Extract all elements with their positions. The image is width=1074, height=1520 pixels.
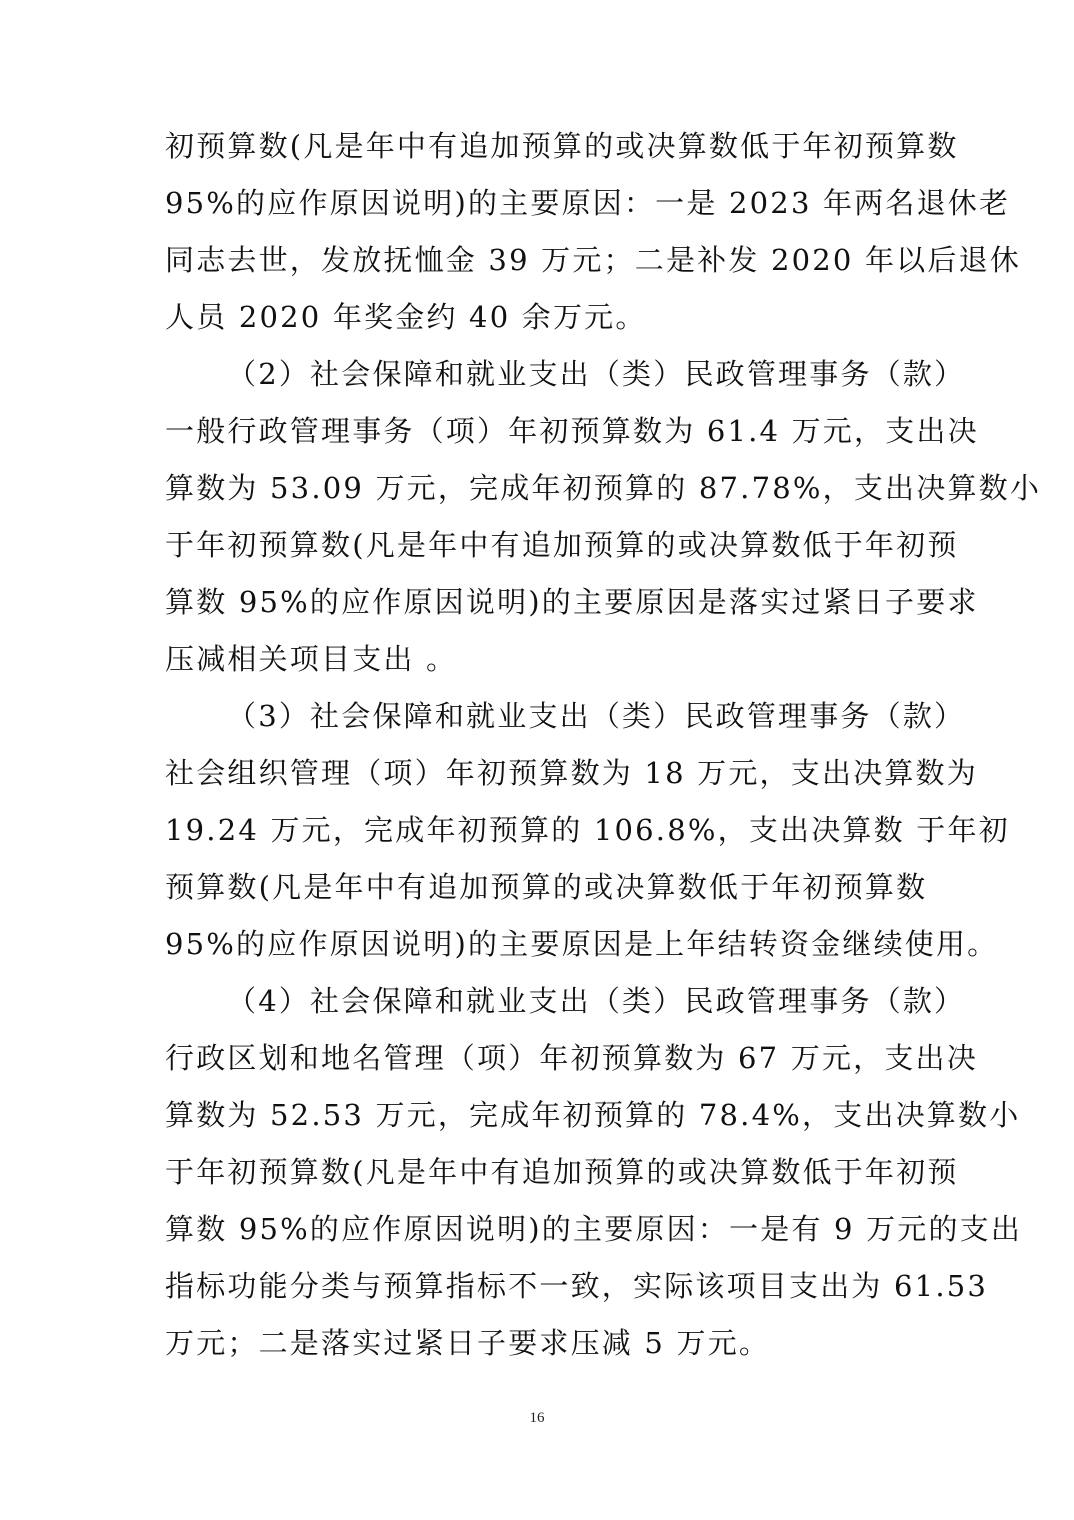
text-line: 预算数(凡是年中有追加预算的或决算数低于年初预算数 [165,870,928,904]
text-line: 95%的应作原因说明)的主要原因是上年结转资金继续使用。 [165,927,999,961]
text-line: 初预算数(凡是年中有追加预算的或决算数低于年初预算数 [165,129,959,163]
paragraph-start-line: （4）社会保障和就业支出（类）民政管理事务（款） [227,984,966,1018]
text-line: 社会组织管理（项）年初预算数为 18 万元，支出决算数为 [165,756,978,790]
text-line: 万元；二是落实过紧日子要求压减 5 万元。 [165,1326,771,1360]
paragraph-start-line: （3）社会保障和就业支出（类）民政管理事务（款） [227,699,966,733]
text-line: 19.24 万元，完成年初预算的 106.8%，支出决算数 于年初 [165,813,1010,847]
text-line: 95%的应作原因说明)的主要原因：一是 2023 年两名退休老 [165,186,1011,220]
text-line: 算数 95%的应作原因说明)的主要原因：一是有 9 万元的支出 [165,1212,1023,1246]
text-line: 于年初预算数(凡是年中有追加预算的或决算数低于年初预 [165,1155,959,1189]
body-text [165,118,1042,1372]
text-line: 算数为 53.09 万元，完成年初预算的 87.78%，支出决算数小 [165,471,1042,505]
paragraph-start-line: （2）社会保障和就业支出（类）民政管理事务（款） [227,357,966,391]
text-line: 指标功能分类与预算指标不一致，实际该项目支出为 61.53 [165,1269,989,1303]
text-line: 算数 95%的应作原因说明)的主要原因是落实过紧日子要求 [165,585,979,619]
text-line: 人员 2020 年奖金约 40 余万元。 [165,300,647,334]
text-line: 于年初预算数(凡是年中有追加预算的或决算数低于年初预 [165,528,959,562]
text-line: 压减相关项目支出 。 [165,642,458,676]
text-line: 算数为 52.53 万元，完成年初预算的 78.4%，支出决算数小 [165,1098,1021,1132]
page-number: 16 [529,1410,545,1426]
text-line: 行政区划和地名管理（项）年初预算数为 67 万元，支出决 [165,1041,978,1075]
text-line: 同志去世，发放抚恤金 39 万元；二是补发 2020 年以后退休 [165,243,1021,277]
text-line: 一般行政管理事务（项）年初预算数为 61.4 万元，支出决 [165,414,979,448]
